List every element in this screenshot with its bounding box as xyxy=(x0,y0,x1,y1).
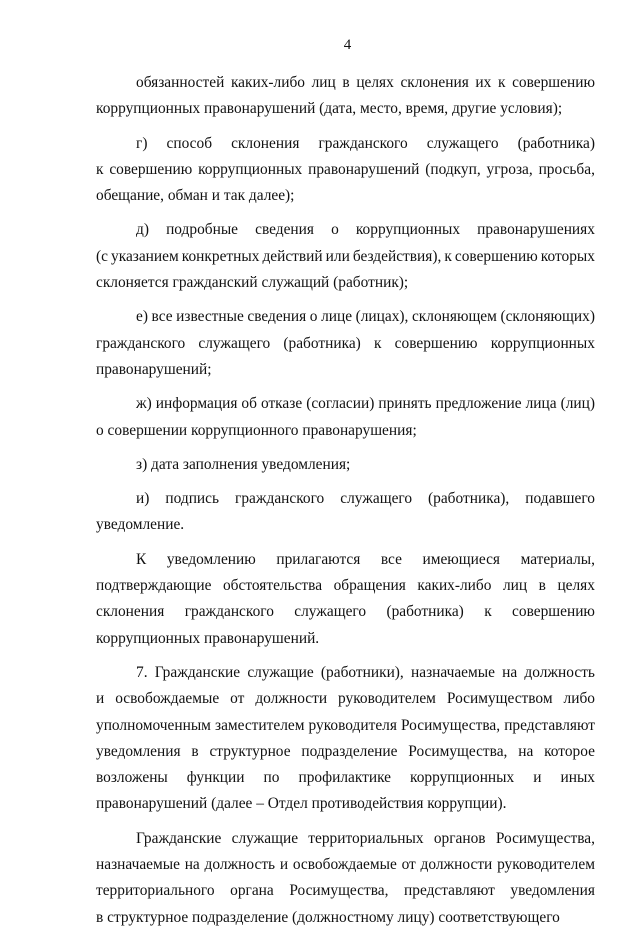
text-line: территориального органа Росимущества, представляют уведомления xyxy=(96,882,595,900)
text-line: и) подпись гражданского служащего (работника), подавшего xyxy=(136,490,595,508)
paragraph xyxy=(96,131,595,210)
text-line: д) подробные сведения о коррупционных правонарушениях xyxy=(136,221,595,239)
text-line: К уведомлению прилагаются все имеющиеся материалы, xyxy=(136,550,595,568)
text-line: обещание, обман и так далее); xyxy=(96,187,295,205)
paragraph xyxy=(96,304,595,383)
text-line: коррупционных правонарушений. xyxy=(96,629,320,647)
text-line: Гражданские служащие территориальных органов Росимущества, xyxy=(136,829,595,847)
text-line: з) дата заполнения уведомления; xyxy=(136,455,351,473)
text-line: 7. Гражданские служащие (работники), назначаемые на должность xyxy=(136,663,595,681)
text-line: гражданского служащего (работника) к совершению коррупционных xyxy=(96,334,595,352)
text-line: возложены функции по профилактике коррупционных и иных xyxy=(96,769,595,787)
document-body xyxy=(96,70,595,931)
text-line: назначаемые на должность и освобождаемые от должности руководителем xyxy=(96,856,595,874)
text-line: обязанностей каких-либо лиц в целях склонения их к совершению xyxy=(136,74,595,91)
paragraph xyxy=(96,391,595,444)
page-number: 4 xyxy=(343,37,352,53)
text-line: склонения гражданского служащего (работника) к совершению xyxy=(96,603,595,621)
text-line: ж) информация об отказе (согласии) принять предложение лица (лиц) xyxy=(136,395,595,413)
paragraph xyxy=(96,547,595,652)
text-line: в структурное подразделение (должностному лицу) соответствующего xyxy=(96,908,560,926)
text-line: уполномоченным заместителем руководителя Росимущества, представляют xyxy=(96,716,595,734)
text-line: уведомления в структурное подразделение Росимущества, на которое xyxy=(96,742,595,760)
paragraph xyxy=(96,660,595,818)
text-line: к совершению коррупционных правонарушений (подкуп, угроза, просьба, xyxy=(96,160,595,178)
text-line: коррупционных правонарушений (дата, место, время, другие условия); xyxy=(96,100,563,118)
text-line: и освобождаемые от должности руководителем Росимуществом либо xyxy=(96,690,595,708)
text-line: уведомление. xyxy=(96,516,185,534)
text-line: правонарушений (далее – Отдел противодействия коррупции). xyxy=(96,795,507,813)
paragraph xyxy=(96,70,595,123)
paragraph xyxy=(96,452,595,478)
text-line: (с указанием конкретных действий или бездействия), к совершению которых xyxy=(96,247,595,265)
text-line: г) способ склонения гражданского служащего (работника) xyxy=(136,134,595,152)
text-line: подтверждающие обстоятельства обращения каких-либо лиц в целях xyxy=(96,577,595,595)
text-line: правонарушений; xyxy=(96,360,212,378)
text-line: склоняется гражданский служащий (работник); xyxy=(96,274,409,292)
text-line: о совершении коррупционного правонарушения; xyxy=(96,421,417,439)
paragraph xyxy=(96,217,595,296)
paragraph xyxy=(96,826,595,931)
paragraph xyxy=(96,486,595,539)
text-line: е) все известные сведения о лице (лицах), склоняющем (склоняющих) xyxy=(136,308,595,326)
